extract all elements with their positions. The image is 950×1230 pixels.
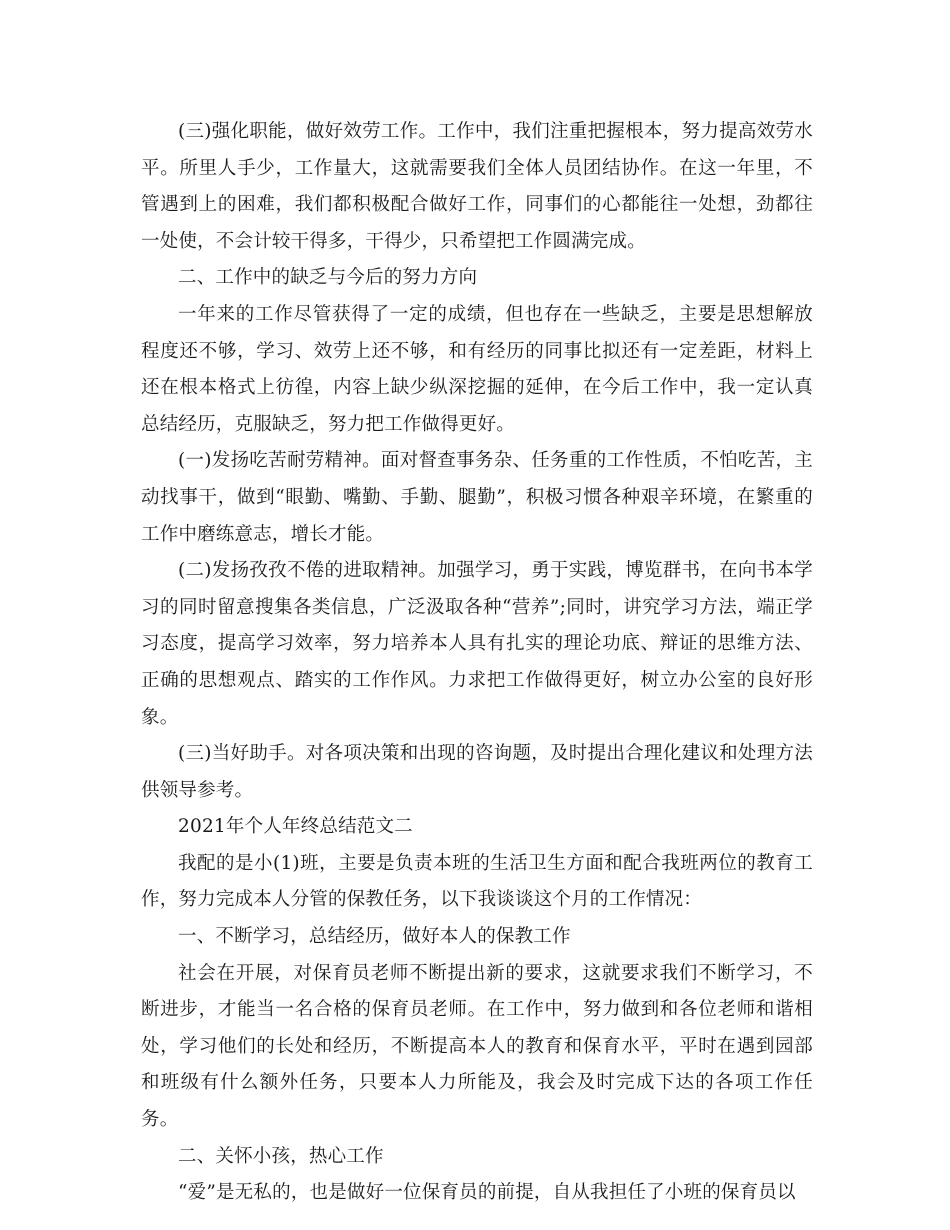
paragraph: 社会在开展，对保育员老师不断提出新的要求，这就要求我们不断学习，不断进步，才能当一名合格的保育员老师。在工作中，努力做到和各位老师和谐相处，学习他们的长处和经历，不断提高本人的教育和保育水平，平时在遇到园部和班级有什么额外任务，只要本人力所能及，我会及时完成下达的各项工作任务。 (141, 962, 813, 1131)
section-heading: 二、工作中的缺乏与今后的努力方向 (178, 267, 478, 289)
document-subtitle: 2021年个人年终总结范文二 (178, 816, 413, 838)
paragraph: (一)发扬吃苦耐劳精神。面对督查事务杂、任务重的工作性质，不怕吃苦，主动找事干，做到“眼勤、嘴勤、手勤、腿勤”，积极习惯各种艰辛环境，在繁重的工作中磨练意志，增长才能。 (141, 450, 813, 545)
paragraph: “爱”是无私的，也是做好一位保育员的前提，自从我担任了小班的保育员以 (178, 1182, 796, 1204)
section-heading: 二、关怀小孩，热心工作 (178, 1145, 384, 1167)
paragraph: (三)当好助手。对各项决策和出现的咨询题，及时提出合理化建议和处理方法供领导参考。 (141, 743, 813, 801)
section-heading: 一、不断学习，总结经历，做好本人的保教工作 (178, 926, 571, 948)
paragraph: 一年来的工作尽管获得了一定的成绩，但也存在一些缺乏，主要是思想解放程度还不够，学习、效劳上还不够，和有经历的同事比拟还有一定差距，材料上还在根本格式上彷徨，内容上缺少纵深挖掘的延伸，在今后工作中，我一定认真总结经历，克服缺乏，努力把工作做得更好。 (141, 303, 813, 435)
paragraph: (三)强化职能，做好效劳工作。工作中，我们注重把握根本，努力提高效劳水平。所里人手少，工作量大，这就需要我们全体人员团结协作。在这一年里，不管遇到上的困难，我们都积极配合做好工作，同事们的心都能往一处想，劲都往一处使，不会计较干得多，干得少，只希望把工作圆满完成。 (141, 121, 813, 252)
document-body (141, 114, 813, 1212)
paragraph: (二)发扬孜孜不倦的进取精神。加强学习，勇于实践，博览群书，在向书本学习的同时留意搜集各类信息，广泛汲取各种“营养”;同时，讲究学习方法，端正学习态度，提高学习效率，努力培养本人具有扎实的理论功底、辩证的思维方法、正确的思想观点、踏实的工作作风。力求把工作做得更好，树立办公室的良好形象。 (141, 560, 813, 728)
paragraph: 我配的是小(1)班，主要是负责本班的生活卫生方面和配合我班两位的教育工作，努力完成本人分管的保教任务，以下我谈谈这个月的工作情况： (141, 852, 813, 911)
